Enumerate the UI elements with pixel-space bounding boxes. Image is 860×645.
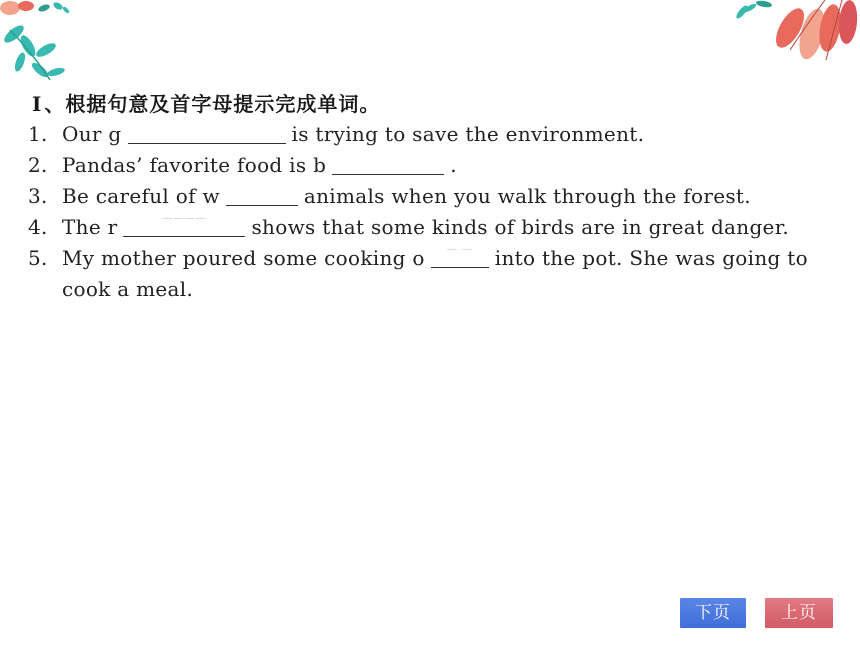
exercise-item-3	[28, 181, 833, 212]
item-text-continuation: cook a meal.	[62, 277, 194, 301]
leaf-decoration-top-right-icon	[730, 0, 860, 70]
item-text-after: is trying to save the environment.	[291, 122, 645, 146]
section-numeral: Ⅰ	[32, 92, 43, 116]
item-text-before: The r	[62, 215, 118, 239]
item-text-after: into the pot. She was going to	[494, 246, 808, 270]
answer-blank[interactable]	[431, 244, 489, 268]
item-number: 2.	[28, 153, 48, 177]
item-number: 5.	[28, 246, 48, 270]
item-text-before: My mother poured some cooking o	[62, 246, 425, 270]
answer-blank[interactable]	[123, 213, 245, 237]
exercise-item-1	[28, 119, 833, 150]
answer-blank[interactable]	[226, 185, 298, 206]
item-text-before: Pandas’ favorite food is b	[62, 153, 327, 177]
item-text-before: Our g	[62, 122, 122, 146]
item-text-after: .	[450, 153, 457, 177]
answer-blank[interactable]	[332, 154, 444, 175]
exercise-item-2	[28, 150, 833, 181]
previous-page-button[interactable]: 上页	[765, 598, 833, 628]
faint-answer-mark: — —	[446, 244, 473, 255]
item-number: 3.	[28, 184, 48, 208]
item-text-after: animals when you walk through the forest.	[303, 184, 751, 208]
leaf-decoration-top-left-icon	[0, 0, 90, 90]
next-page-button[interactable]: 下页	[680, 598, 746, 628]
faint-answer-mark: ————	[162, 213, 207, 224]
item-text-before: Be careful of w	[62, 184, 220, 208]
answer-blank[interactable]	[128, 123, 286, 144]
section-heading	[32, 88, 380, 117]
section-title: 、根据句意及首字母提示完成单词。	[44, 92, 381, 116]
item-number: 4.	[28, 215, 48, 239]
item-text-after: shows that some kinds of birds are in great danger.	[251, 215, 790, 239]
item-number: 1.	[28, 122, 48, 146]
exercise-item-4	[28, 212, 833, 243]
exercise-item-5	[28, 243, 833, 305]
